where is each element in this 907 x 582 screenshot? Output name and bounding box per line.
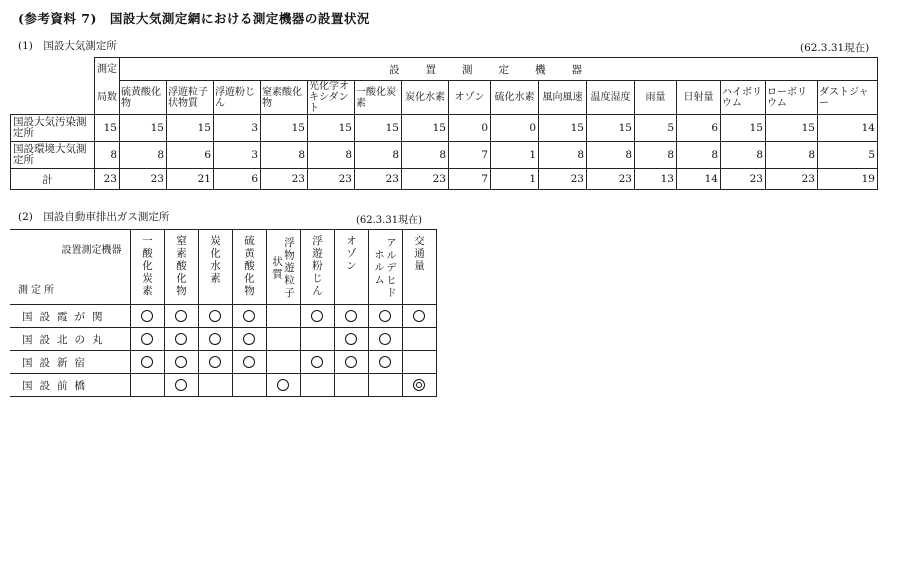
mark-cell (198, 351, 232, 374)
column-header: 雨量 (635, 81, 677, 115)
national-vehicle-exhaust-table (10, 229, 437, 397)
cell-value: 1 (491, 142, 539, 169)
mark-cell (266, 305, 300, 328)
cell-value: 8 (539, 142, 587, 169)
mark-cell (232, 328, 266, 351)
column-header (198, 230, 232, 305)
document-title: (参考資料 7) 国設大気測定網における測定機器の設置状況 (18, 11, 370, 26)
cell-value: 15 (308, 115, 355, 142)
column-header: ダストジャー (818, 81, 878, 115)
station-name: 国設大気汚染測定所 (11, 115, 95, 142)
section2-date: (62.3.31現在) (356, 215, 422, 226)
mark-cell (334, 351, 368, 374)
mark-cell (402, 305, 436, 328)
cell-value: 15 (167, 115, 214, 142)
table-row (11, 142, 878, 169)
cell-value: 15 (721, 115, 766, 142)
circle-mark-icon (379, 310, 391, 322)
station-name: 国設霞が関 (10, 305, 130, 328)
table-row (10, 305, 436, 328)
circle-mark-icon (311, 356, 323, 368)
column-header (334, 230, 368, 305)
cell-value: 23 (261, 169, 308, 190)
column-header: 一酸化炭素 (355, 81, 402, 115)
cell-value: 21 (167, 169, 214, 190)
station-name: 国設環境大気測定所 (11, 142, 95, 169)
mark-cell (130, 351, 164, 374)
mark-cell (198, 374, 232, 397)
circle-mark-icon (345, 310, 357, 322)
cell-value: 6 (214, 169, 261, 190)
column-header: ハイボリウム (721, 81, 766, 115)
cell-value: 8 (677, 142, 721, 169)
mark-cell (130, 305, 164, 328)
cell-value: 1 (491, 169, 539, 190)
mark-cell (300, 328, 334, 351)
column-header (368, 230, 402, 305)
circle-mark-icon (345, 333, 357, 345)
cell-value: 23 (308, 169, 355, 190)
mark-cell (198, 305, 232, 328)
cell-value: 8 (635, 142, 677, 169)
mark-cell (164, 328, 198, 351)
cell-value: 23 (355, 169, 402, 190)
mark-cell (266, 328, 300, 351)
mark-cell (300, 374, 334, 397)
section1-date: (62.3.31現在) (800, 42, 870, 54)
mark-cell (130, 328, 164, 351)
mark-cell (266, 351, 300, 374)
cell-value: 5 (635, 115, 677, 142)
header-blank (11, 58, 95, 81)
cell-value: 23 (402, 169, 449, 190)
mark-cell (300, 305, 334, 328)
column-header: 浮遊粒子状物質 (167, 81, 214, 115)
cell-value: 8 (587, 142, 635, 169)
mark-cell (368, 351, 402, 374)
column-header (300, 230, 334, 305)
mark-cell (232, 351, 266, 374)
circle-mark-icon (141, 333, 153, 345)
mark-cell (164, 374, 198, 397)
circle-mark-icon (175, 379, 187, 391)
column-header-label: 浮遊粉じん (311, 235, 323, 298)
cell-value: 3 (214, 142, 261, 169)
table-row (10, 351, 436, 374)
cell-value: 5 (818, 142, 878, 169)
mark-cell (402, 374, 436, 397)
column-header-label: 硫黄酸化物 (243, 235, 255, 298)
station-name: 国設前橋 (10, 374, 130, 397)
circle-mark-icon (141, 356, 153, 368)
station-name: 国設北の丸 (10, 328, 130, 351)
station-count: 8 (95, 142, 120, 169)
column-header: 日射量 (677, 81, 721, 115)
column-header-label: 交通量 (413, 235, 425, 273)
table-row (10, 328, 436, 351)
cell-value: 8 (308, 142, 355, 169)
cell-value: 6 (167, 142, 214, 169)
count-header-top: 測定 (95, 58, 120, 81)
cell-value: 8 (355, 142, 402, 169)
column-header-label: 浮物遊粒子状質 (271, 236, 295, 300)
cell-value: 15 (120, 115, 167, 142)
section2-heading: (2) 国設自動車排出ガス測定所 (18, 211, 170, 223)
column-header-label: 窒素酸化物 (175, 235, 187, 298)
cell-value: 6 (677, 115, 721, 142)
corner-bottom-label: 測定所 (18, 285, 57, 296)
column-header: オゾン (449, 81, 491, 115)
mark-cell (368, 305, 402, 328)
double-circle-mark-icon (413, 379, 425, 391)
column-header-row (11, 81, 878, 115)
cell-value: 23 (587, 169, 635, 190)
column-header: 温度湿度 (587, 81, 635, 115)
mark-cell (232, 374, 266, 397)
column-header: 光化学オキシダント (308, 81, 355, 115)
cell-value: 15 (402, 115, 449, 142)
column-header (266, 230, 300, 305)
circle-mark-icon (141, 310, 153, 322)
column-header: 硫黄酸化物 (120, 81, 167, 115)
circle-mark-icon (277, 379, 289, 391)
mark-cell (266, 374, 300, 397)
cell-value: 13 (635, 169, 677, 190)
column-header: 硫化水素 (491, 81, 539, 115)
circle-mark-icon (175, 310, 187, 322)
column-header: 浮遊粉じん (214, 81, 261, 115)
cell-value: 15 (766, 115, 818, 142)
corner-header (10, 230, 130, 305)
header-blank (11, 81, 95, 115)
cell-value: 0 (491, 115, 539, 142)
cell-value: 8 (261, 142, 308, 169)
mark-cell (402, 328, 436, 351)
circle-mark-icon (243, 333, 255, 345)
mark-cell (164, 305, 198, 328)
cell-value: 8 (402, 142, 449, 169)
cell-value: 15 (539, 115, 587, 142)
table-row (10, 374, 436, 397)
mark-cell (198, 328, 232, 351)
cell-value: 7 (449, 169, 491, 190)
circle-mark-icon (209, 310, 221, 322)
station-count: 23 (95, 169, 120, 190)
column-header-label: 一酸化炭素 (141, 235, 153, 298)
circle-mark-icon (175, 333, 187, 345)
mark-cell (300, 351, 334, 374)
cell-value: 7 (449, 142, 491, 169)
cell-value: 14 (818, 115, 878, 142)
mark-cell (334, 328, 368, 351)
mark-cell (164, 351, 198, 374)
station-count: 15 (95, 115, 120, 142)
cell-value: 15 (355, 115, 402, 142)
mark-cell (232, 305, 266, 328)
circle-mark-icon (413, 310, 425, 322)
table-row (11, 169, 878, 190)
cell-value: 15 (587, 115, 635, 142)
cell-value: 23 (539, 169, 587, 190)
cell-value: 23 (721, 169, 766, 190)
mark-cell (368, 328, 402, 351)
equipment-group-header: 設置測定機器 (120, 58, 878, 81)
column-header (164, 230, 198, 305)
circle-mark-icon (379, 333, 391, 345)
station-name: 計 (11, 169, 95, 190)
circle-mark-icon (209, 356, 221, 368)
circle-mark-icon (311, 310, 323, 322)
circle-mark-icon (175, 356, 187, 368)
cell-value: 8 (766, 142, 818, 169)
circle-mark-icon (243, 356, 255, 368)
circle-mark-icon (209, 333, 221, 345)
cell-value: 0 (449, 115, 491, 142)
station-name: 国設新宿 (10, 351, 130, 374)
mark-cell (334, 305, 368, 328)
column-header-label: 炭化水素 (209, 235, 221, 285)
column-header: ローボリウム (766, 81, 818, 115)
column-header: 窒素酸化物 (261, 81, 308, 115)
column-header: 炭化水素 (402, 81, 449, 115)
column-header: 風向風速 (539, 81, 587, 115)
column-header (232, 230, 266, 305)
cell-value: 15 (261, 115, 308, 142)
cell-value: 19 (818, 169, 878, 190)
column-header (130, 230, 164, 305)
count-header-bottom: 局数 (95, 81, 120, 115)
cell-value: 23 (766, 169, 818, 190)
mark-cell (368, 374, 402, 397)
mark-cell (402, 351, 436, 374)
table-row (11, 115, 878, 142)
cell-value: 8 (721, 142, 766, 169)
column-header (402, 230, 436, 305)
circle-mark-icon (345, 356, 357, 368)
circle-mark-icon (379, 356, 391, 368)
corner-top-label: 設置測定機器 (61, 245, 122, 256)
column-header-label: オゾン (345, 235, 357, 273)
cell-value: 23 (120, 169, 167, 190)
column-header-label: アルデヒド ホルム (373, 236, 397, 300)
mark-cell (334, 374, 368, 397)
cell-value: 8 (120, 142, 167, 169)
national-air-monitoring-table (10, 57, 878, 190)
cell-value: 14 (677, 169, 721, 190)
mark-cell (130, 374, 164, 397)
section1-heading: (1) 国設大気測定所 (18, 40, 117, 52)
circle-mark-icon (243, 310, 255, 322)
cell-value: 3 (214, 115, 261, 142)
